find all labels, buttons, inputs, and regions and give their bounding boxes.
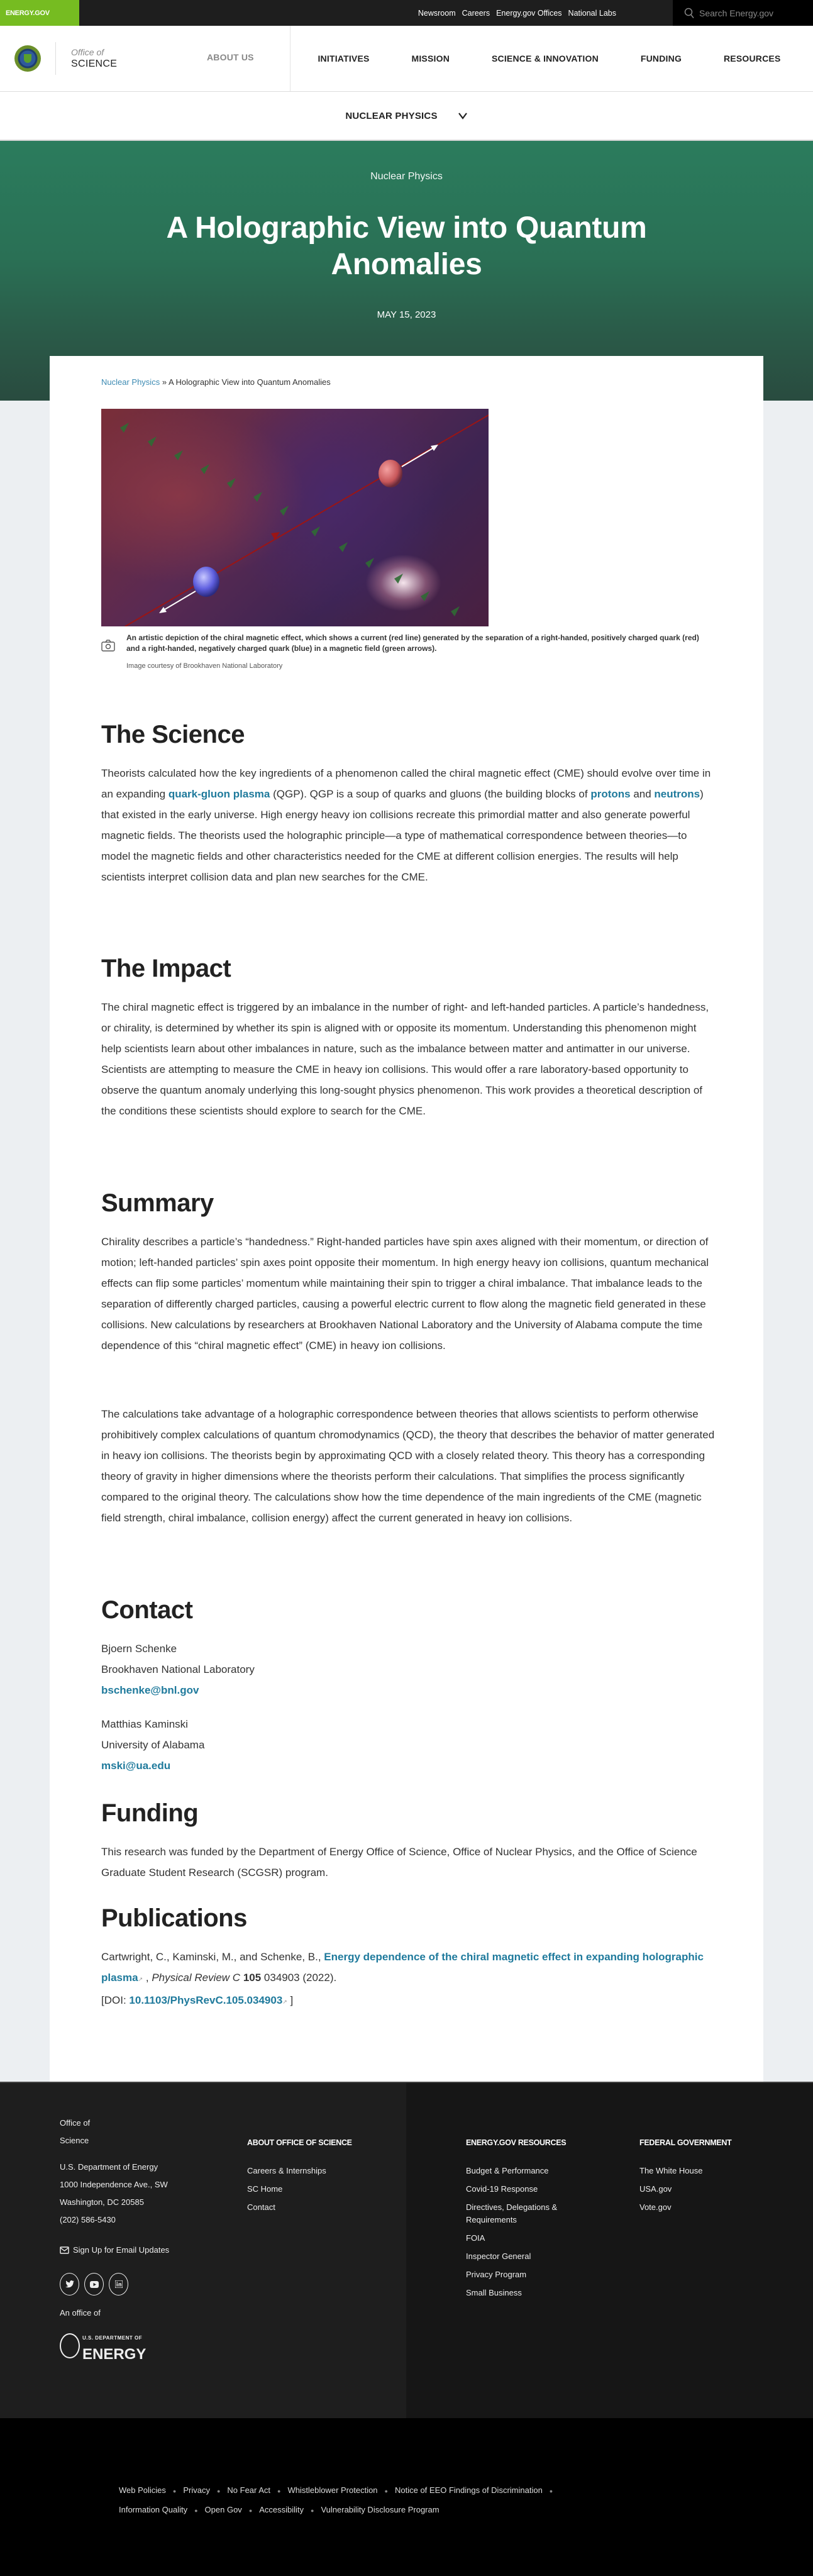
legal-link[interactable]: Vulnerability Disclosure Program: [321, 2505, 440, 2514]
image-caption: [101, 633, 715, 670]
doe-seal-icon: [14, 45, 41, 72]
twitter-icon[interactable]: [60, 2273, 79, 2296]
section-summary-continued: [101, 1404, 715, 1528]
contact-org: University of Alabama: [101, 1739, 205, 1751]
image-credit: Image courtesy of Brookhaven National Laboratory: [126, 662, 283, 670]
youtube-icon[interactable]: [84, 2273, 104, 2296]
utility-bar: [0, 0, 813, 26]
article-image: [101, 409, 489, 626]
search-input[interactable]: Search Energy.gov: [699, 8, 774, 18]
neutrons-link[interactable]: neutrons: [654, 788, 700, 800]
external-link-icon: ↗: [282, 1999, 287, 2005]
nav-resources[interactable]: RESOURCES: [724, 53, 781, 64]
footer-link-budget[interactable]: Budget & Performance: [466, 2166, 549, 2175]
footer-about-column: [247, 2138, 352, 2219]
section-paragraph: Theorists calculated how the key ingredients of a phenomenon called the chiral magnetic effect (CME) should evolve over time in an expanding quark-gluon plasma (QGP). QGP is a soup of quarks and gluons (the building blocks of protons and neutrons) that existed in the early universe. High energy heavy ion collisions recreate this primordial matter and also generate powerful magnetic fields. The theorists used the holographic principle—a type of mathematical correspondence between theories—to model the magnetic fields and other characteristics needed for the CME at different collision energies. The results will help scientists interpret collision data and plan new searches for the CME.: [101, 767, 711, 883]
energy-gov-home-link[interactable]: ENERGY.GOV: [0, 0, 79, 26]
footer-office-line1: Office of: [60, 2118, 91, 2128]
section-heading: The Science: [101, 721, 245, 748]
footer-address-line: U.S. Department of Energy: [60, 2162, 158, 2172]
contact-name: Matthias Kaminski: [101, 1718, 188, 1730]
legal-link[interactable]: No Fear Act: [227, 2485, 271, 2495]
main-header: [0, 26, 813, 92]
legal-link[interactable]: Information Quality: [119, 2505, 188, 2514]
external-link-icon: ↗: [138, 1976, 143, 1982]
section-the-science: [101, 721, 715, 887]
nav-initiatives[interactable]: INITIATIVES: [318, 53, 370, 64]
footer-address-line: 1000 Independence Ave., SW: [60, 2180, 168, 2189]
nav-funding[interactable]: FUNDING: [640, 53, 682, 64]
footer-column-heading: ABOUT OFFICE OF SCIENCE: [247, 2138, 352, 2147]
blue-quark: [193, 567, 219, 597]
section-paragraph: This research was funded by the Department of Energy Office of Science, Office of Nuclear Physics, and the Office of Science Graduate Student Research (SCGSR) program.: [101, 1846, 697, 1879]
linkedin-icon[interactable]: [109, 2273, 128, 2296]
footer-resources-column: [466, 2138, 579, 2304]
logo-line1: Office of: [71, 47, 104, 57]
nav-science-innovation[interactable]: SCIENCE & INNOVATION: [491, 53, 599, 64]
section-the-impact: [101, 955, 715, 1121]
section-publications: [101, 1904, 715, 2012]
office-of-science-logo[interactable]: [0, 26, 290, 91]
breadcrumb-current: A Holographic View into Quantum Anomalies: [168, 377, 331, 387]
contact-email-link[interactable]: mski@ua.edu: [101, 1760, 171, 1772]
footer-link-usa-gov[interactable]: USA.gov: [639, 2184, 672, 2194]
main-nav: [290, 26, 813, 91]
section-paragraph: The calculations take advantage of a holographic correspondence between theories that allows scientists to perform otherwise prohibitively complex calculations of quantum chromodynamics (QCD), the theory that describes the behavior of matter generated in heavy ion collisions. The theorists begin by approximating QCD with a closely related theory. This theory has a corresponding theory of gravity in higher dimensions where the theorists perform their calculations. That simplifies the process significantly compared to the original theory. The calculations show how the time dependence of the main ingredients of the CME (magnetic field strength, chiral imbalance, collision energy) affect the current generated in heavy ion collisions.: [101, 1408, 715, 1524]
legal-link[interactable]: Privacy: [183, 2485, 210, 2495]
logo-line2: SCIENCE: [71, 58, 118, 69]
footer-federal-column: [639, 2138, 731, 2219]
section-contact: [101, 1596, 715, 1776]
nav-mission[interactable]: MISSION: [411, 53, 450, 64]
contact-name: Bjoern Schenke: [101, 1643, 177, 1655]
subnav-label[interactable]: NUCLEAR PHYSICS: [345, 110, 438, 121]
nav-about-us[interactable]: ABOUT US: [207, 52, 254, 62]
breadcrumb-parent-link[interactable]: Nuclear Physics: [101, 377, 160, 387]
footer-link-inspector-general[interactable]: Inspector General: [466, 2251, 531, 2261]
page-title: A Holographic View into Quantum Anomalies: [166, 211, 647, 281]
contact-person: [101, 1714, 715, 1776]
caption-text: An artistic depiction of the chiral magnetic effect, which shows a current (red line) generated by the separation of a right-handed, positively charged quark (red) and a right-handed, negatively charged quark (blue) in a magnetic field (green arrows).: [126, 633, 699, 653]
careers-link[interactable]: Careers: [462, 8, 490, 18]
chiral-magnetic-effect-illustration: [101, 409, 489, 626]
contact-person: [101, 1638, 715, 1701]
footer-office-line2: Science: [60, 2136, 89, 2145]
camera-icon: [101, 639, 115, 652]
footer-link-directives[interactable]: Directives, Delegations & Requirements: [466, 2202, 558, 2225]
red-quark: [379, 460, 402, 487]
publication-citation: Cartwright, C., Kaminski, M., and Schenke, B., Energy dependence of the chiral magnetic effect in expanding holographic plasma↗ , Physical Review C 105 034903 (2022). [DOI: 10.1103/PhysRevC.105.034903↗ ]: [101, 1951, 704, 2006]
section-paragraph: The chiral magnetic effect is triggered by an imbalance in the number of right- and left-handed particles. A particle’s handedness, or chirality, is determined by whether its spin is aligned with or opposite its momentum. Understanding this phenomenon might help scientists learn about other imbalances in nature, such as the imbalance between matter and antimatter in our universe. Scientists are attempting to measure the CME in heavy ion collisions. This would offer a rare laboratory-based opportunity to observe the quantum anomaly underlying this long-sought physics phenomenon. This work provides a theoretical description of the conditions these scientists should explore to search for the CME.: [101, 1001, 709, 1117]
footer-office-info: [60, 2114, 169, 2362]
section-funding: [101, 1799, 715, 1883]
footer-phone: (202) 586-5430: [60, 2215, 116, 2224]
logo-divider: [55, 42, 56, 75]
section-heading: Funding: [101, 1799, 199, 1827]
hero-kicker: Nuclear Physics: [370, 171, 443, 182]
breadcrumb: [101, 377, 715, 387]
search-box[interactable]: [673, 0, 813, 26]
section-subnav[interactable]: [0, 92, 813, 141]
contact-org: Brookhaven National Laboratory: [101, 1663, 255, 1675]
footer-column-heading: FEDERAL GOVERNMENT: [639, 2138, 732, 2147]
footer-column-heading: ENERGY.GOV RESOURCES: [466, 2138, 567, 2147]
contact-email-link[interactable]: bschenke@bnl.gov: [101, 1684, 199, 1696]
doe-seal-icon: [60, 2333, 80, 2358]
footer-link-contact[interactable]: Contact: [247, 2202, 275, 2212]
footer-link-small-business[interactable]: Small Business: [466, 2287, 522, 2297]
quark-gluon-plasma-link[interactable]: quark-gluon plasma: [168, 788, 270, 800]
footer-link-vote-gov[interactable]: Vote.gov: [639, 2202, 672, 2212]
section-summary: [101, 1189, 715, 1356]
footer-link-careers[interactable]: Careers & Internships: [247, 2166, 326, 2175]
footer-link-white-house[interactable]: The White House: [639, 2166, 703, 2175]
section-heading: Contact: [101, 1596, 193, 1624]
an-office-of-label: An office of: [60, 2308, 101, 2318]
publish-date: MAY 15, 2023: [377, 309, 436, 320]
protons-link[interactable]: protons: [590, 788, 631, 800]
doi-link[interactable]: 10.1103/PhysRevC.105.034903: [129, 1994, 283, 2006]
national-labs-link[interactable]: National Labs: [568, 8, 616, 18]
footer-link-sc-home[interactable]: SC Home: [247, 2184, 283, 2194]
publication-title-link[interactable]: Energy dependence of the chiral magnetic effect in expanding holographic plasma: [101, 1951, 704, 1984]
legal-links: Web Policies ● Privacy ● No Fear Act ● Whistleblower Protection ● Notice of EEO Findings of Discrimination ● Information Quality ● Open Gov ● Accessibility ● Vulnerability Disclosure Program: [119, 2485, 553, 2514]
search-icon: [684, 8, 694, 19]
legal-link[interactable]: Open Gov: [204, 2505, 242, 2514]
utility-links: [418, 0, 616, 26]
legal-link[interactable]: Notice of EEO Findings of Discrimination: [394, 2485, 543, 2495]
newsroom-link[interactable]: Newsroom: [418, 8, 456, 18]
footer-link-foia[interactable]: FOIA: [466, 2233, 485, 2243]
doe-logo-link[interactable]: U.S. DEPARTMENT OF ENERGY: [60, 2329, 169, 2362]
section-heading: Summary: [101, 1189, 214, 1217]
email-signup-link[interactable]: Sign Up for Email Updates: [60, 2241, 169, 2259]
legal-link[interactable]: Whistleblower Protection: [287, 2485, 378, 2495]
energy-gov-offices-link[interactable]: Energy.gov Offices: [496, 8, 562, 18]
chevron-down-icon[interactable]: [458, 112, 468, 119]
legal-bar: [0, 2418, 813, 2576]
article-card: [50, 356, 763, 2082]
legal-link[interactable]: Accessibility: [259, 2505, 304, 2514]
section-heading: The Impact: [101, 955, 231, 982]
section-heading: Publications: [101, 1904, 247, 1932]
footer-link-privacy-program[interactable]: Privacy Program: [466, 2269, 527, 2279]
footer-address-line: Washington, DC 20585: [60, 2197, 144, 2207]
site-footer: [0, 2082, 813, 2418]
breadcrumb-separator: »: [162, 377, 167, 387]
footer-link-covid[interactable]: Covid-19 Response: [466, 2184, 538, 2194]
section-paragraph: Chirality describes a particle’s “handedness.” Right-handed particles have spin axes aligned with their momentum, or direction of motion; left-handed particles’ spin axes point opposite their momentum. In high energy heavy ion collisions, quantum mechanical effects can flip some particles’ momentum while maintaining their spin to trigger a chiral imbalance. That imbalance leads to the separation of differently charged particles, causing a powerful electric current to flow along the magnetic field generated in these collisions. New calculations by researchers at Brookhaven National Laboratory and the University of Alabama compute the time dependence of this “chiral magnetic effect” (CME) in heavy ion collisions.: [101, 1236, 709, 1352]
legal-link[interactable]: Web Policies: [119, 2485, 166, 2495]
social-links: [60, 2273, 169, 2296]
envelope-icon: [60, 2246, 69, 2254]
